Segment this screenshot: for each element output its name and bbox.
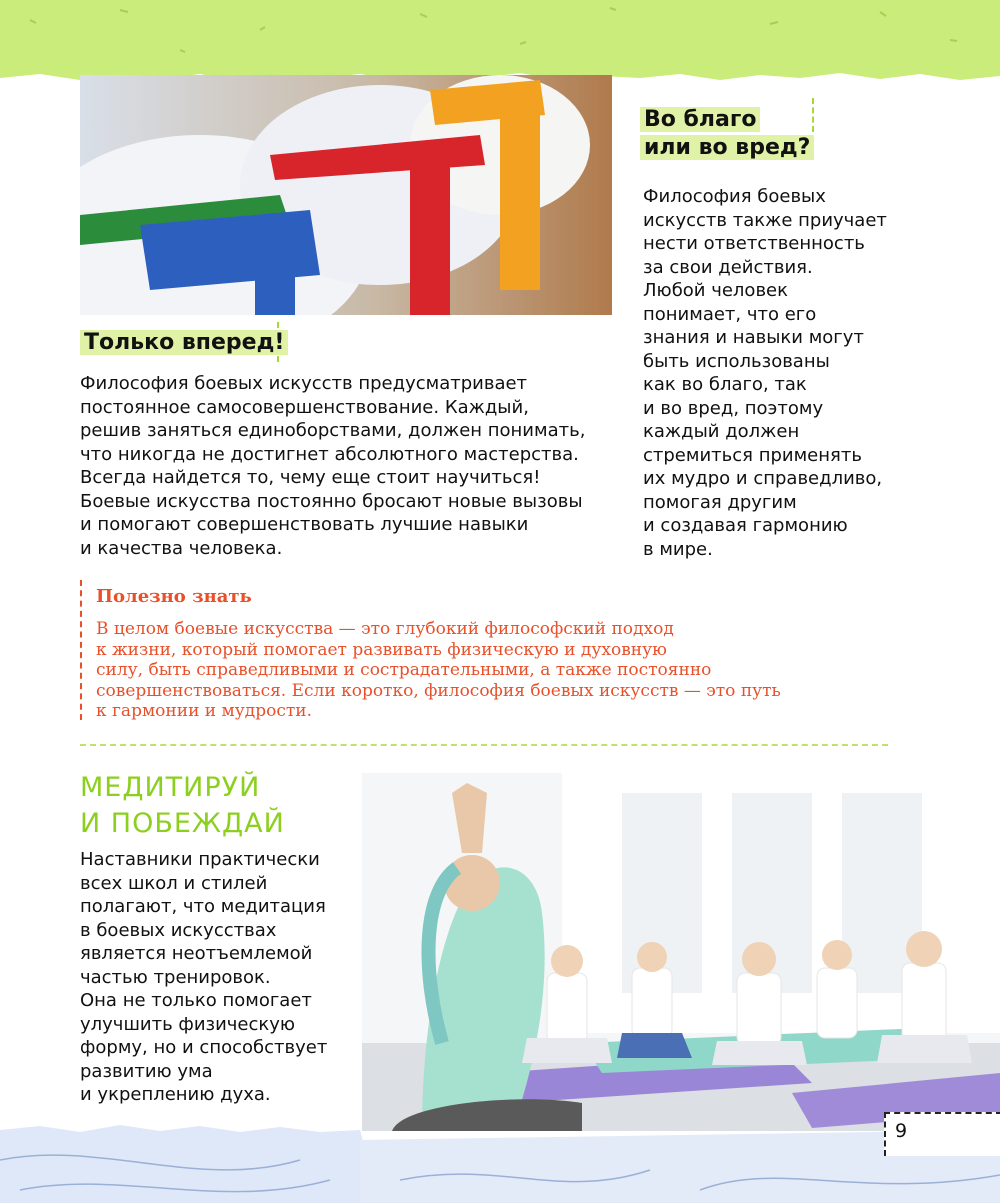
kids-yoga-photo (362, 773, 1000, 1131)
page-number: 9 (895, 1120, 908, 1142)
section-good-or-harm-text: Философия боевых искусств также приучает нести ответственность за свои действия. Любой человек понимает, что его знания и навыки могут быть использованы как во благо, так и во вред, поэтому каждый должен стремиться применять их мудро и справедливо, помогая другим и создавая гармонию в мире. (643, 186, 887, 560)
heading-line-1: Во благо (640, 107, 760, 132)
tip-text: В целом боевые искусства — это глубокий философский подход к жизни, который помогает развивать физическую и духовную силу, быть справедливыми и сострадательными, а также постоянно совершенствоваться. Если коротко, философия боевых искусств — это путь к гармонии и мудрости. (96, 619, 781, 721)
section-forward-text: Философия боевых искусств предусматривает постоянное самосовершенствование. Каждый, решив заняться единоборствами, должен понимать, что никогда не достигнет абсолютного мастерства. Всегда найдется то, чему еще стоит научиться! Боевые искусства постоянно бросают новые вызовы и помогают совершенствовать лучшие навыки и качества человека. (80, 373, 586, 559)
section-heading-meditate: МЕДИТИРУЙ И ПОБЕЖДАЙ (80, 772, 285, 839)
tip-dash-line (80, 580, 82, 720)
section-heading-forward (80, 329, 288, 357)
karate-belts-photo (80, 75, 612, 315)
section-divider (80, 744, 888, 746)
section-meditate-text: Наставники практически всех школ и стилей полагают, что медитация в боевых искусствах является неотъемлемой частью тренировок. Она не только помогает улучшить физическую форму, но и способствует развитию ума и укреплению духа. (80, 849, 328, 1105)
heading-line-2: или во вред? (640, 135, 814, 160)
bottom-decorative-band (0, 1120, 1000, 1203)
section-heading-good-or-harm (640, 106, 814, 162)
tip-title: Полезно знать (96, 586, 252, 607)
heading-text: Только вперед! (80, 330, 288, 355)
